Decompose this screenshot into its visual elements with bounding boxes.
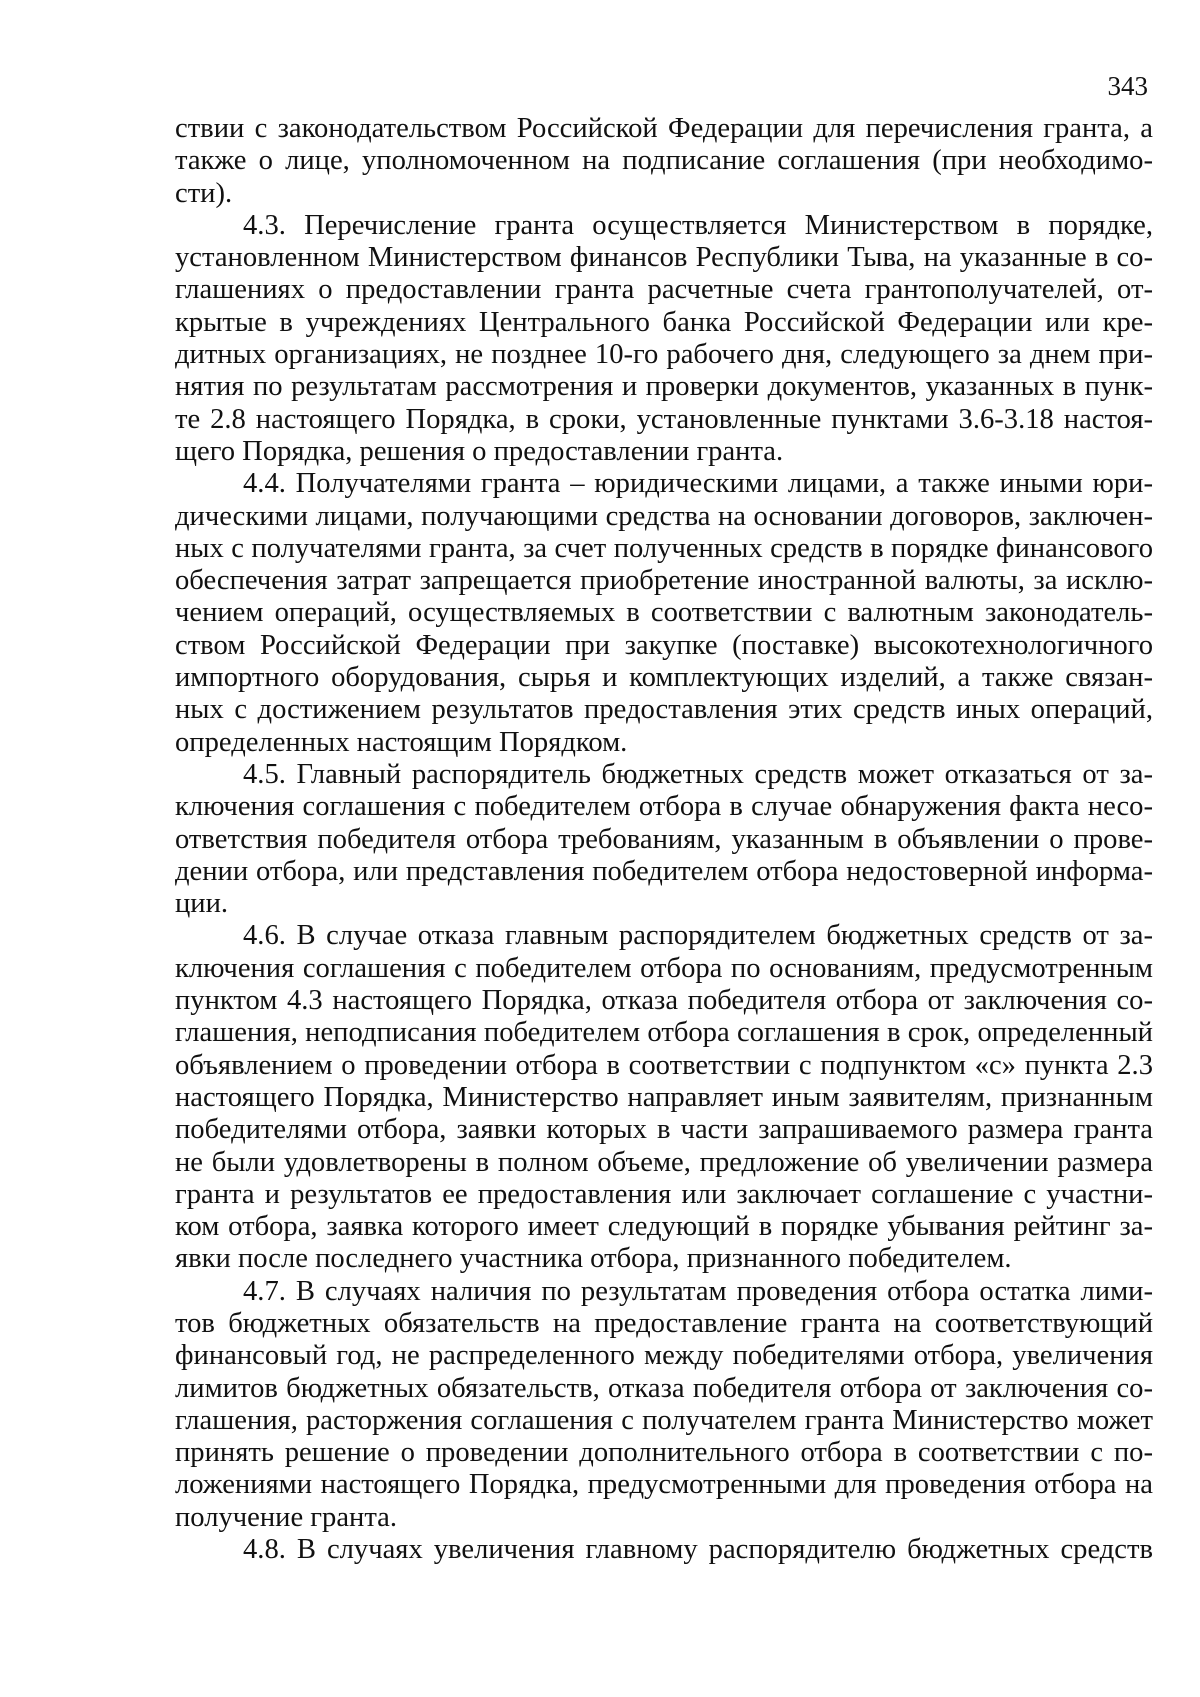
text-line: финансовый год, не распределенного между победителями отбора, увеличения	[175, 1340, 1153, 1372]
text-line: также о лице, уполномоченном на подписание соглашения (при необходимо-	[175, 145, 1153, 177]
text-line: чением операций, осуществляемых в соответствии с валютным законодатель-	[175, 597, 1153, 629]
text-line: сти).	[175, 177, 233, 209]
text-line: явки после последнего участника отбора, признанного победителем.	[175, 1243, 1012, 1275]
text-line: обеспечения затрат запрещается приобретение иностранной валюты, за исклю-	[175, 565, 1153, 597]
text-line: пунктом 4.3 настоящего Порядка, отказа победителя отбора от заключения со-	[175, 985, 1153, 1017]
text-line: дитных организациях, не позднее 10-го рабочего дня, следующего за днем при-	[175, 339, 1153, 371]
text-line: дении отбора, или представления победителем отбора недостоверной информа-	[175, 855, 1153, 887]
text-line: ции.	[175, 888, 229, 920]
text-line: 4.5. Главный распорядитель бюджетных средств может отказаться от за-	[243, 758, 1153, 790]
text-line: ством Российской Федерации при закупке (поставке) высокотехнологичного	[175, 629, 1153, 661]
document-body	[175, 113, 1153, 1566]
text-line: 4.8. В случаях увеличения главному распорядителю бюджетных средств	[243, 1534, 1153, 1566]
text-line: крытые в учреждениях Центрального банка Российской Федерации или кре-	[175, 306, 1153, 338]
text-line: победителями отбора, заявки которых в части запрашиваемого размера гранта	[175, 1114, 1153, 1146]
text-line: установленном Министерством финансов Республики Тыва, на указанные в со-	[175, 242, 1153, 274]
text-line: глашения, расторжения соглашения с получателем гранта Министерство может	[175, 1404, 1153, 1436]
text-line: щего Порядка, решения о предоставлении гранта.	[175, 435, 784, 467]
text-line: глашениях о предоставлении гранта расчетные счета грантополучателей, от-	[175, 274, 1153, 306]
text-line: глашения, неподписания победителем отбора соглашения в срок, определенный	[175, 1017, 1153, 1049]
paragraph	[175, 468, 1153, 759]
page-number: 343	[1107, 71, 1148, 101]
text-line: импортного оборудования, сырья и комплектующих изделий, а также связан-	[175, 662, 1153, 694]
text-line: определенных настоящим Порядком.	[175, 726, 628, 758]
text-line: 4.6. В случае отказа главным распорядителем бюджетных средств от за-	[243, 920, 1153, 952]
text-line: 4.3. Перечисление гранта осуществляется Министерством в порядке,	[243, 209, 1153, 241]
text-line: гранта и результатов ее предоставления или заключает соглашение с участни-	[175, 1178, 1153, 1210]
text-line: ных с достижением результатов предоставления этих средств иных операций,	[175, 694, 1153, 726]
paragraph	[175, 210, 1153, 468]
paragraph	[175, 759, 1153, 920]
text-line: настоящего Порядка, Министерство направляет иным заявителям, признанным	[175, 1081, 1153, 1113]
text-line: лимитов бюджетных обязательств, отказа победителя отбора от заключения со-	[175, 1372, 1153, 1404]
text-line: нятия по результатам рассмотрения и проверки документов, указанных в пунк-	[175, 371, 1153, 403]
text-line: ком отбора, заявка которого имеет следующий в порядке убывания рейтинг за-	[175, 1211, 1153, 1243]
text-line: ключения соглашения с победителем отбора в случае обнаружения факта несо-	[175, 791, 1153, 823]
text-line: ных с получателями гранта, за счет полученных средств в порядке финансового	[175, 532, 1153, 564]
text-line: получение гранта.	[175, 1501, 398, 1533]
text-line: дическими лицами, получающими средства на основании договоров, заключен-	[175, 500, 1153, 532]
text-line: принять решение о проведении дополнительного отбора в соответствии с по-	[175, 1437, 1153, 1469]
text-line: тов бюджетных обязательств на предоставление гранта на соответствующий	[175, 1307, 1153, 1339]
paragraph	[175, 1276, 1153, 1534]
text-line: 4.4. Получателями гранта – юридическими лицами, а также иными юри-	[243, 468, 1153, 500]
text-line: не были удовлетворены в полном объеме, предложение об увеличении размера	[175, 1146, 1153, 1178]
paragraph	[175, 1534, 1153, 1566]
text-line: объявлением о проведении отбора в соответствии с подпунктом «с» пункта 2.3	[175, 1049, 1153, 1081]
text-line: ключения соглашения с победителем отбора по основаниям, предусмотренным	[175, 952, 1153, 984]
text-line: ответствия победителя отбора требованиям, указанным в объявлении о прове-	[175, 823, 1153, 855]
paragraph	[175, 113, 1153, 210]
text-line: ложениями настоящего Порядка, предусмотренными для проведения отбора на	[175, 1469, 1153, 1501]
text-line: те 2.8 настоящего Порядка, в сроки, установленные пунктами 3.6-3.18 настоя-	[175, 403, 1153, 435]
text-line: ствии с законодательством Российской Федерации для перечисления гранта, а	[175, 113, 1153, 144]
text-line: 4.7. В случаях наличия по результатам проведения отбора остатка лими-	[243, 1275, 1153, 1307]
paragraph	[175, 920, 1153, 1275]
